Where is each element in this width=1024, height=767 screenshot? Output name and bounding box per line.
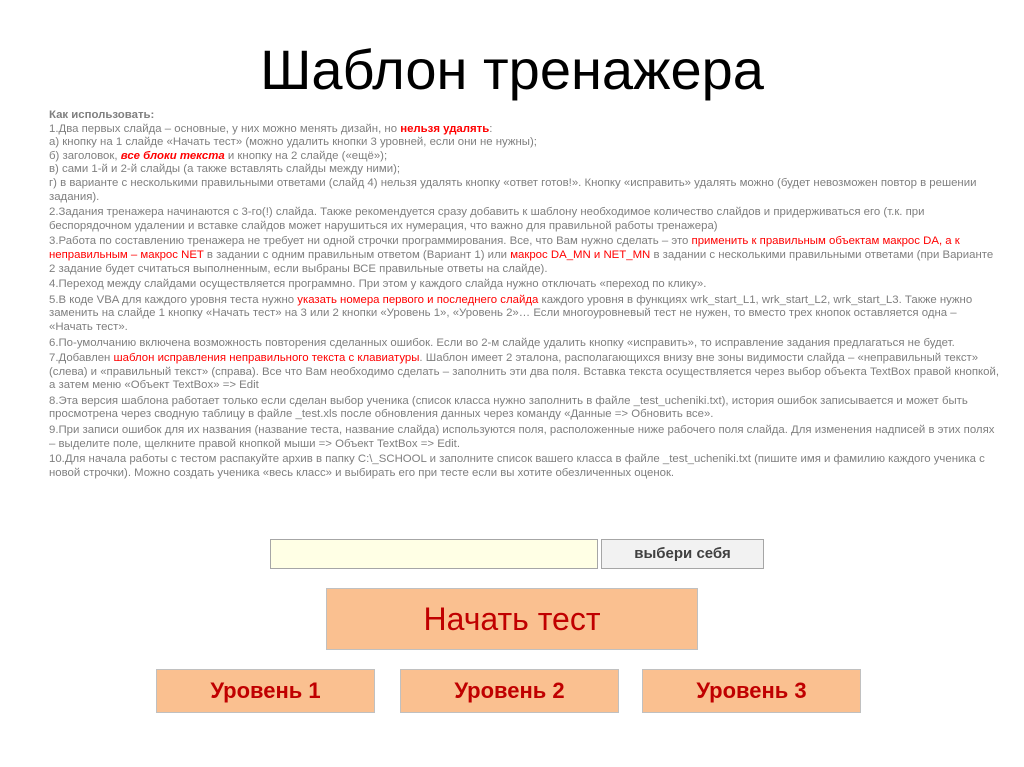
instruction-3-highlight-1: применить к правильным объектам макрос DA, а к неправильным – макрос NET xyxy=(49,235,960,261)
instruction-3-text-3: в задании с несколькими правильными ответами (при Варианте 2 задание будет считаться выполненным, если выбраны ВСЕ правильные ответы на слайде). xyxy=(49,248,994,275)
instruction-7-highlight: шаблон исправления неправильного текста с клавиатуры xyxy=(113,352,420,365)
instruction-item-8: 8.Эта версия шаблона работает только если сделан выбор ученика (список класса нужно заполнить в файле _test_ucheniki.txt), история ошибок записывается и может быть просмотрена через сводную таблицу в файле _test.xls после обновления данных через команду «Данные => Обновить все». xyxy=(49,394,968,421)
instruction-1-highlight: нельзя удалять xyxy=(400,122,490,135)
level-3-button[interactable]: Уровень 3 xyxy=(642,669,861,713)
instruction-1-line-v: в) сами 1-й и 2-й слайды (а также вставлять слайды между ними); xyxy=(49,163,401,176)
instruction-item-1 xyxy=(49,123,999,205)
instruction-item-4: 4.Переход между слайдами осуществляется программно. При этом у каждого слайда нужно отключать «переход по клику». xyxy=(49,278,707,291)
instruction-3-text: 3.Работа по составлению тренажера не требует ни одной строчки программирования. Все, что Вам нужно сделать – это xyxy=(49,235,692,248)
instruction-1-text: 1.Два первых слайда – основные, у них можно менять дизайн, но xyxy=(49,122,401,135)
choose-self-button[interactable]: выбери себя xyxy=(601,539,764,569)
instruction-1-line-a: а) кнопку на 1 слайде «Начать тест» (можно удалить кнопки 3 уровней, если они не нужны); xyxy=(49,136,537,149)
instruction-item-5 xyxy=(49,294,999,335)
instruction-7-text: 7.Добавлен xyxy=(49,352,114,365)
instruction-item-3 xyxy=(49,235,999,276)
instructions-heading: Как использовать: xyxy=(49,109,155,121)
student-name-field[interactable] xyxy=(270,539,598,569)
level-2-button[interactable]: Уровень 2 xyxy=(400,669,619,713)
instruction-1-line-b-end: и кнопку на 2 слайде («ещё»); xyxy=(224,149,388,162)
instruction-item-6: 6.По-умолчанию включена возможность повторения сделанных ошибок. Если во 2-м слайде удалить кнопку «исправить», то исправление задания предлагаться не будет. xyxy=(49,336,955,349)
instruction-item-7 xyxy=(49,352,999,393)
instruction-3-highlight-2: макрос DA_MN и NET_MN xyxy=(510,248,651,261)
instruction-5-highlight: указать номера первого и последнего слайда xyxy=(297,293,539,306)
instruction-item-10: 10.Для начала работы с тестом распакуйте архив в папку C:\_SCHOOL и заполните список вашего класса в файле _test_ucheniki.txt (пишите имя и фамилию каждого ученика с новой строчки). Можно создать ученика «весь класс» и выбирать его при тесте если вы хотите обезличенных оценок. xyxy=(49,453,985,479)
instruction-5-text: 5.В коде VBA для каждого уровня теста нужно xyxy=(49,293,298,306)
instruction-item-9: 9.При записи ошибок для их названия (название теста, название слайда) используются поля, расположенные ниже рабочего поля слайда. Для изменения надписей в этих полях – выделите поле, щелкните правой кнопкой мыши => Объект TextBox => Edit. xyxy=(49,424,995,450)
instruction-5-text-2: каждого уровня в функциях wrk_start_L1, wrk_start_L2, wrk_start_L3. Также нужно заменить на слайде 1 кнопку «Начать тест» на 3 или 2 кнопки «Уровень 1», «Уровень 2»… Если многоуровневый тест не нужен, то вместо трех кнопок оставляется одна – «Начать тест». xyxy=(49,293,973,333)
instruction-1-line-b-highlight: все блоки текста xyxy=(120,149,225,162)
instructions-block xyxy=(49,109,999,482)
instruction-1-line-b: б) заголовок, xyxy=(49,149,121,162)
instruction-7-text-2: . Шаблон имеет 2 эталона, располагающихся внизу вне зоны видимости слайда – «неправильный текст» (слева) и «правильный текст» (справа). Все что Вам необходимо сделать – заполнить эти два поля. Вставка текста осуществляется через выбор объекта TextBox правой кнопкой, а затем меню «Объект TextBox» => Edit xyxy=(49,352,1000,392)
instruction-1-colon: : xyxy=(489,122,493,135)
slide-title: Шаблон тренажера xyxy=(260,38,764,101)
level-1-button[interactable]: Уровень 1 xyxy=(156,669,375,713)
instruction-1-line-g: г) в варианте с несколькими правильными ответами (слайд 4) нельзя удалять кнопку «ответ готов!». Кнопку «исправить» удалять можно (будет невозможен повтор в решении задания). xyxy=(49,176,977,203)
instruction-item-2: 2.Задания тренажера начинаются с 3-го(!) слайда. Также рекомендуется сразу добавить к шаблону необходимое количество слайдов и придерживаться его (т.к. при беспорядочном удалении и вставке слайдов может нарушиться их нумерация, что важно для правильной работы тренажера) xyxy=(49,206,925,232)
start-test-button[interactable]: Начать тест xyxy=(326,588,698,650)
instruction-3-text-2: в задании с одним правильным ответом (Вариант 1) или xyxy=(203,248,511,261)
